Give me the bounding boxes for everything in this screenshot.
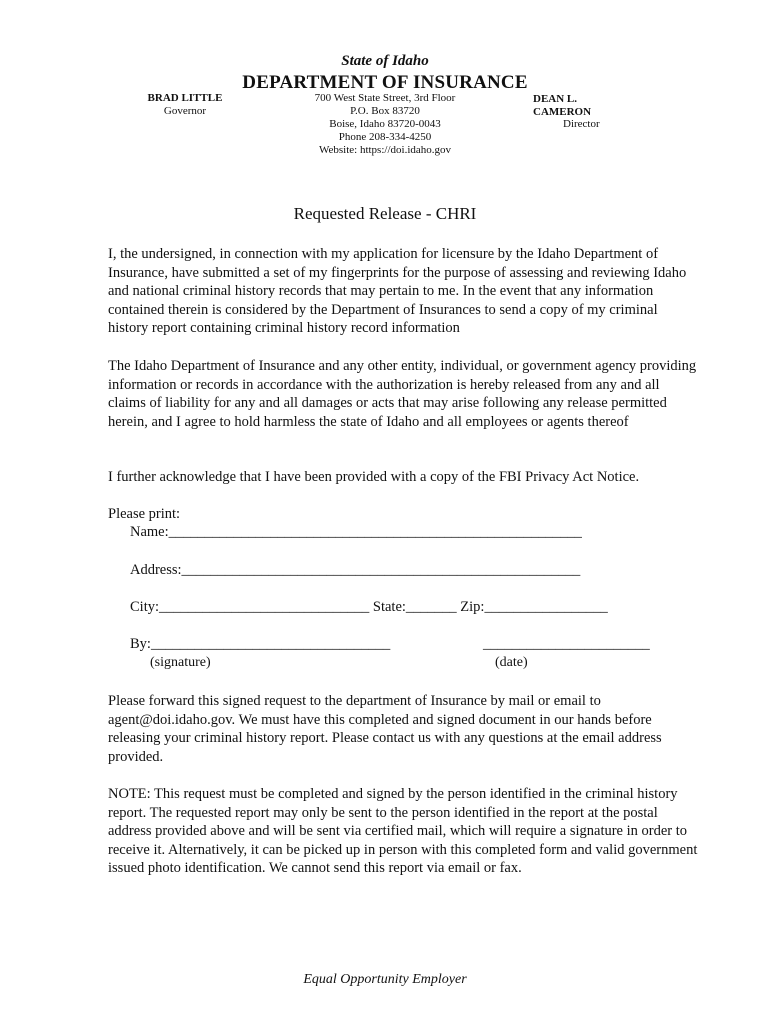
address-block	[285, 92, 485, 157]
address-po-box: P.O. Box 83720	[350, 105, 420, 117]
signature-field[interactable]: By:_________________________________	[130, 636, 391, 652]
state-heading: State of Idaho	[341, 53, 429, 69]
director-name-first: DEAN L.	[533, 93, 578, 105]
director-title: Director	[563, 118, 600, 130]
address-phone: Phone 208-334-4250	[338, 131, 432, 143]
address-street: 700 West State Street, 3rd Floor	[314, 92, 456, 104]
director-name-last: CAMERON	[533, 105, 592, 118]
paragraph-acknowledge: I further acknowledge that I have been provided with a copy of the FBI Privacy Act Notice.	[108, 469, 640, 485]
address-field[interactable]: Address:_______________________________________________________	[130, 562, 581, 578]
paragraph-consent: I, the undersigned, in connection with my application for licensure by the Idaho Department of Insurance, have submitted a set of my fingerprints for the purpose of assessing and reviewing Idaho and national criminal history records that may pertain to me. In the event that any information contained therein is considered by the Department of Insurances to send a copy of my criminal history report containing criminal history record information	[108, 246, 687, 337]
document-title: Requested Release - CHRI	[293, 204, 477, 223]
city-state-zip-field[interactable]: City:_____________________________ State:_______ Zip:_________________	[130, 599, 608, 615]
address-city: Boise, Idaho 83720-0043	[329, 118, 441, 130]
paragraph-forward: Please forward this signed request to the department of Insurance by mail or email to agent@doi.idaho.gov. We must have this completed and signed document in our hands before releasing your criminal history report. Please contact us with any questions at the email address provided.	[108, 693, 662, 765]
department-heading: DEPARTMENT OF INSURANCE	[242, 72, 528, 93]
governor-title: Governor	[163, 105, 207, 117]
signature-caption: (signature)	[150, 655, 211, 670]
director-block	[533, 93, 613, 131]
governor-block	[130, 92, 240, 118]
date-caption: (date)	[495, 655, 528, 670]
address-website: Website: https://doi.idaho.gov	[318, 144, 452, 156]
date-field[interactable]: _______________________	[483, 636, 650, 652]
print-label: Please print:	[108, 506, 181, 522]
governor-name: BRAD LITTLE	[147, 92, 223, 104]
footer-eoe: Equal Opportunity Employer	[303, 972, 467, 987]
paragraph-release: The Idaho Department of Insurance and any other entity, individual, or government agency providing information or records in accordance with the authorization is hereby released from any and all claims of liability for any and all damages or acts that may arise following any release permitted herein, and I agree to hold harmless the state of Idaho and all employees or agents thereof	[108, 358, 697, 430]
paragraph-note: NOTE: This request must be completed and signed by the person identified in the criminal history report. The requested report may only be sent to the person identified in the report at the postal address provided above and will be sent via certified mail, which will require a signature in order to receive it. Alternatively, it can be picked up in person with this completed form and valid government issued photo identification. We cannot send this report via email or fax.	[108, 786, 698, 877]
name-field[interactable]: Name:_________________________________________________________	[130, 524, 582, 540]
